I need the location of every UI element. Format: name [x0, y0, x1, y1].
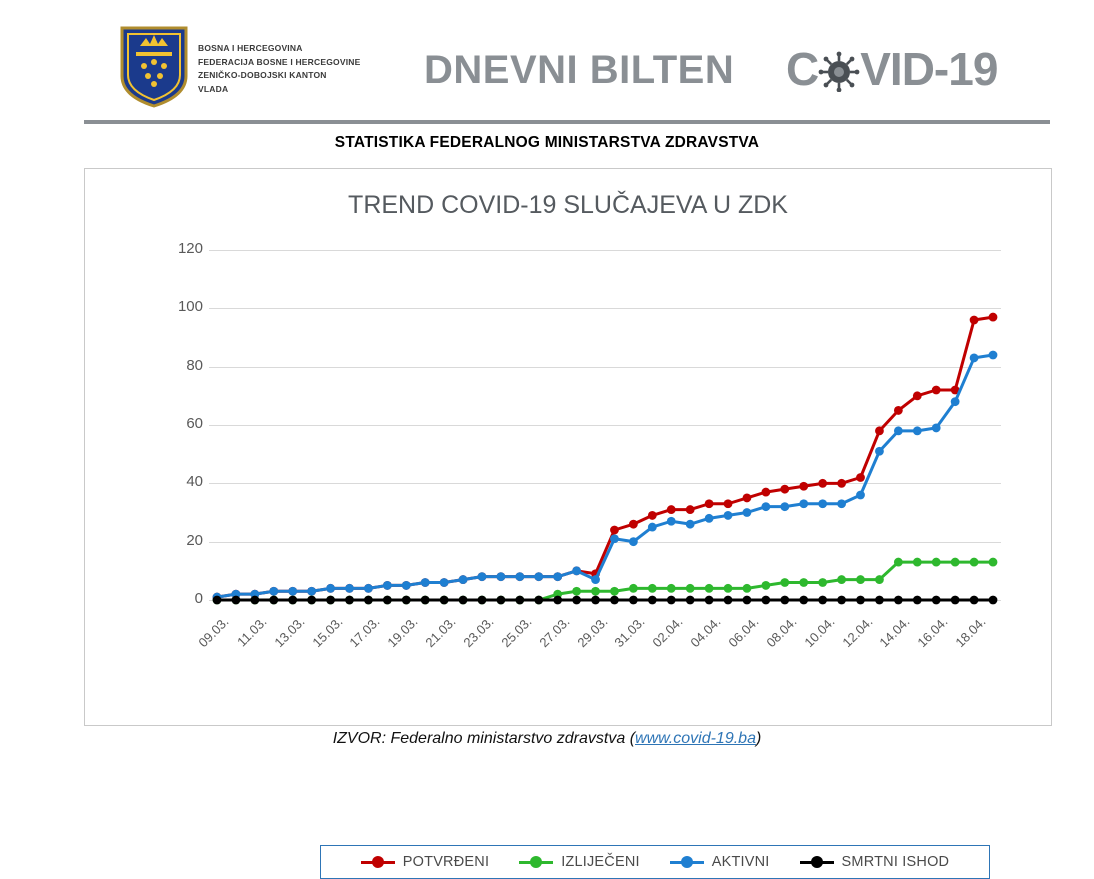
coat-of-arms-icon [118, 26, 190, 108]
source-suffix: ) [755, 730, 762, 747]
page-header [0, 0, 1094, 124]
crest-text [198, 42, 361, 96]
source-note [0, 730, 1094, 748]
legend-item-izlijeceni[interactable] [519, 854, 640, 870]
legend-swatch-smrtni-ishod [800, 861, 834, 864]
x-axis-tick-label: 14.04. [876, 614, 913, 651]
chart-title: TREND COVID-19 SLUČAJEVA U ZDK [348, 191, 788, 219]
x-axis-tick-label: 21.03. [422, 614, 459, 651]
bulletin-title: DNEVNI BILTEN [424, 48, 735, 92]
x-axis-tick-label: 17.03. [346, 614, 384, 651]
legend-label-aktivni: AKTIVNI [711, 854, 770, 870]
y-axis-tick-label: 80 [186, 356, 203, 374]
x-axis-tick-label: 11.03. [233, 614, 270, 650]
x-axis-tick-label: 29.03. [573, 614, 611, 651]
y-axis-tick-label: 100 [177, 298, 203, 316]
series-smrtni-ishod [213, 596, 998, 605]
header-divider [84, 120, 1050, 124]
chart-series-layer [209, 250, 1001, 770]
chart-legend [320, 845, 990, 879]
source-prefix: IZVOR: Federalno ministarstvo zdravstva ( [332, 730, 636, 747]
x-axis-tick-label: 10.04. [801, 614, 838, 651]
x-axis-tick-label: 16.04. [914, 614, 951, 651]
legend-label-izlijeceni: IZLIJEČENI [561, 854, 640, 870]
chart-plot-area [177, 240, 1001, 767]
crest-line-1: BOSNA I HERCEGOVINA [198, 43, 303, 53]
legend-label-potvrdjeni: POTVRĐENI [402, 854, 490, 870]
page-subtitle: STATISTIKA FEDERALNOG MINISTARSTVA ZDRAVSTVA [334, 134, 760, 151]
legend-label-smrtni-ishod: SMRTNI ISHOD [841, 854, 950, 870]
legend-item-aktivni[interactable] [670, 854, 770, 870]
y-axis-tick-label: 0 [194, 590, 203, 607]
x-axis-tick-label: 13.03. [271, 614, 308, 651]
x-axis-tick-label: 04.04. [687, 614, 724, 651]
crest-line-4: VLADA [198, 83, 229, 94]
crest-line-2: FEDERACIJA BOSNE I HERCEGOVINE [198, 56, 361, 67]
legend-item-smrtni-ishod[interactable] [800, 854, 950, 870]
series-aktivni [213, 351, 998, 602]
x-axis-tick-label: 18.04. [952, 614, 989, 651]
y-axis-tick-label: 60 [186, 415, 203, 432]
x-axis-tick-label: 12.04. [838, 614, 876, 651]
x-axis-tick-label: 27.03. [536, 614, 573, 651]
x-axis-tick-label: 02.04. [649, 614, 686, 651]
x-axis-tick-label: 09.03. [195, 614, 232, 651]
legend-item-potvrdjeni[interactable] [361, 854, 489, 870]
covid-prefix: C [786, 43, 819, 95]
x-axis-tick-label: 15.03. [308, 614, 346, 651]
y-axis-tick-label: 120 [177, 240, 203, 257]
x-axis-tick-label: 06.04. [725, 614, 762, 651]
x-axis-tick-label: 08.04. [763, 614, 800, 651]
x-axis-tick-label: 23.03. [460, 614, 497, 651]
x-axis-tick-label: 25.03. [498, 614, 535, 651]
y-axis-tick-label: 40 [186, 473, 203, 491]
crest-line-3: ZENIČKO-DOBOJSKI KANTON [198, 70, 327, 80]
x-axis-tick-label: 31.03. [611, 614, 648, 651]
source-link[interactable]: www.covid-19.ba [635, 730, 756, 747]
x-axis-tick-label: 19.03. [384, 614, 421, 651]
covid-logo [786, 42, 997, 96]
legend-swatch-potvrdjeni [361, 861, 395, 864]
legend-swatch-aktivni [670, 861, 704, 864]
y-axis-tick-label: 20 [186, 531, 203, 549]
virus-icon [817, 48, 861, 92]
covid-suffix: VID-19 [860, 43, 998, 95]
legend-swatch-izlijeceni [519, 861, 553, 864]
